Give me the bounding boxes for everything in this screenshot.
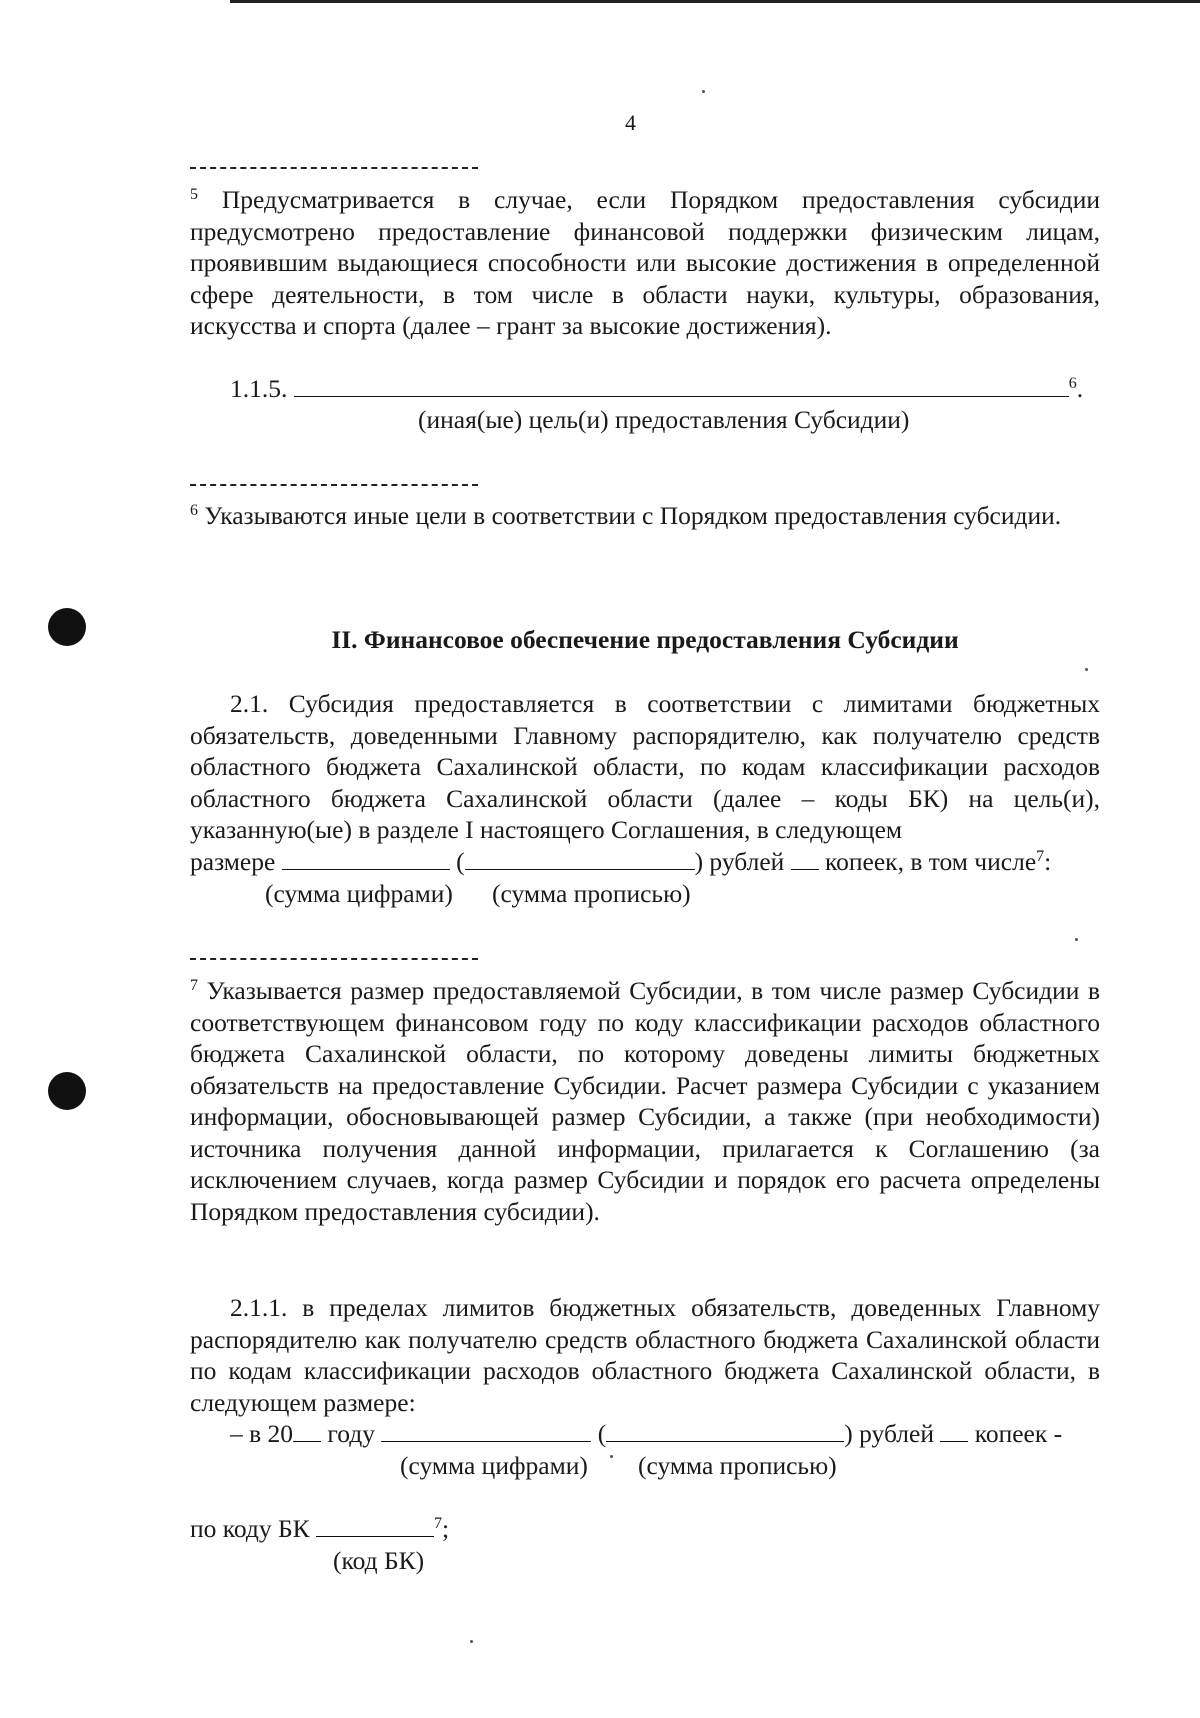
footnote-separator <box>190 958 478 960</box>
footnote-text: Предусматривается в случае, если Порядком предоставления субсидии предусмотрено предоставление финансовой поддержки физическим лицам, проявившим выдающиеся способности или высокие достижения в определенной сфере деятельности, в том числе в области науки, культуры, образования, искусства и спорта (далее – грант за высокие достижения). <box>190 185 1100 340</box>
scan-speck <box>1085 668 1088 671</box>
footnote-text: Указывается размер предоставляемой Субсидии, в том числе размер Субсидии в соответствующем финансовом году по коду классификации расходов областного бюджета Сахалинской области, по которому доведены лимиты бюджетных обязательств на предоставление Субсидии. Расчет размера Субсидии с указанием информации, обосновывающей размер Субсидии, а также (при необходимости) источника получения данной информации, прилагается к Соглашению (за исключением случаев, когда размер Субсидии и порядок его расчета определены Порядком предоставления субсидии). <box>190 976 1100 1226</box>
year-suffix: году <box>327 1419 375 1448</box>
scan-speck <box>1075 938 1078 941</box>
bk-code-blank <box>316 1514 434 1537</box>
amount-words-blank <box>606 1419 844 1442</box>
page-number: 4 <box>625 110 636 135</box>
kopeks-blank <box>791 847 819 870</box>
bk-end: ; <box>442 1514 450 1543</box>
item-1-1-5 <box>230 373 1083 405</box>
footnote-mark: 6 <box>190 502 198 519</box>
bk-code-line <box>190 1513 449 1545</box>
year-blank <box>293 1419 321 1442</box>
bk-prefix: по коду БК <box>190 1514 310 1543</box>
caption-digits: (сумма цифрами) <box>400 1451 588 1480</box>
kopeks-text: копеек - <box>974 1419 1063 1448</box>
amount-prefix: размере <box>190 847 276 876</box>
goal-blank-line <box>294 374 1069 397</box>
rubles-text: ) рублей <box>694 847 785 876</box>
clause-2-1-1-amount-line <box>230 1418 1062 1450</box>
caption-words: (сумма прописью) <box>638 1451 837 1480</box>
bk-caption: (код БК) <box>333 1546 425 1575</box>
binder-hole <box>48 608 86 646</box>
kopeks-blank <box>940 1419 968 1442</box>
footnote-separator <box>190 484 478 486</box>
paren-open: ( <box>597 1419 607 1448</box>
footnote-text: Указываются иные цели в соответствии с Порядком предоставления субсидии. <box>204 501 1062 530</box>
caption-words: (сумма прописью) <box>492 879 691 908</box>
amount-words-blank <box>465 847 695 870</box>
amount-digits-blank <box>381 1419 591 1442</box>
footnote-ref: 7 <box>1036 848 1045 865</box>
caption-digits: (сумма цифрами) <box>265 879 453 908</box>
rubles-text: ) рублей <box>844 1419 934 1448</box>
binder-hole <box>48 1072 86 1110</box>
clause-2-1-amount-line <box>190 846 1051 878</box>
footnote-6 <box>190 500 1100 532</box>
footnote-mark: 5 <box>190 186 198 203</box>
scan-speck <box>610 1455 613 1458</box>
year-prefix: – в 20 <box>230 1419 294 1448</box>
clause-2-1-1-text: 2.1.1. в пределах лимитов бюджетных обязательств, доведенных Главному распорядителю как получателю средств областного бюджета Сахалинской области по кодам классификации расходов областного бюджета Сахалинской области, в следующем размере: <box>190 1293 1100 1417</box>
footnote-ref: 7 <box>434 1515 443 1532</box>
footnote-ref: 6 <box>1068 375 1077 392</box>
section-heading: II. Финансовое обеспечение предоставления Субсидии <box>331 625 959 654</box>
scan-speck <box>470 1640 473 1643</box>
item-number: 1.1.5. <box>230 374 288 403</box>
item-end: . <box>1076 374 1084 403</box>
footnote-5 <box>190 184 1100 342</box>
scan-top-edge <box>230 0 1200 3</box>
colon: : <box>1044 847 1052 876</box>
amount-digits-blank <box>282 847 450 870</box>
footnote-mark: 7 <box>190 977 198 994</box>
footnote-separator <box>190 167 478 169</box>
goal-caption: (иная(ые) цель(и) предоставления Субсидии) <box>418 405 910 434</box>
clause-2-1-text: 2.1. Субсидия предоставляется в соответствии с лимитами бюджетных обязательств, доведенными Главному распорядителю, как получателю средств областного бюджета Сахалинской области, по кодам классификации расходов областного бюджета Сахалинской области (далее – коды БК) на цель(и), указанную(ые) в разделе I настоящего Соглашения, в следующем <box>190 689 1100 844</box>
scan-speck <box>702 90 705 93</box>
footnote-7 <box>190 975 1100 1227</box>
paren-open: ( <box>456 847 465 876</box>
kopeks-text: копеек, в том числе <box>825 847 1037 876</box>
